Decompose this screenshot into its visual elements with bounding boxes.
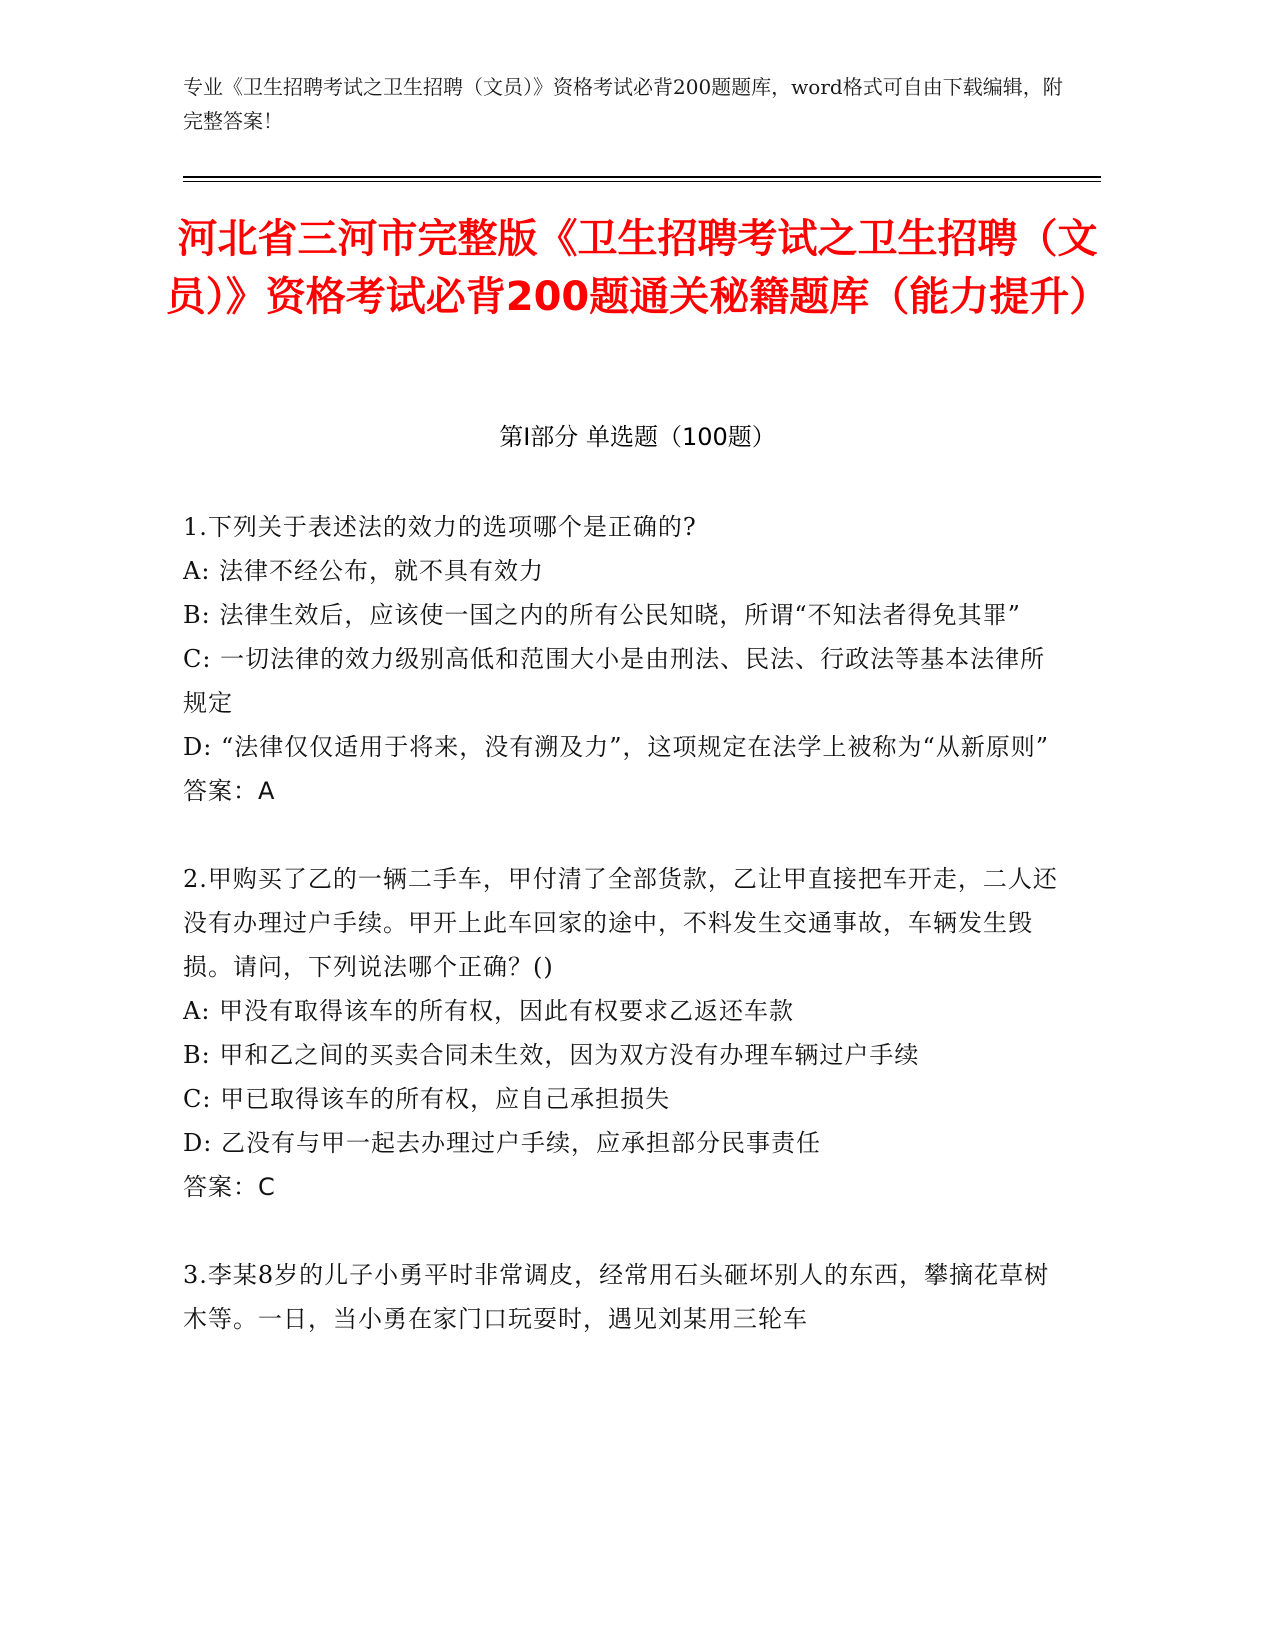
option-c: C: 甲已取得该车的所有权，应自己承担损失 [183, 1085, 671, 1113]
header-divider-thin [183, 181, 1101, 182]
question-3 [183, 1253, 1063, 1341]
question-1 [183, 505, 1063, 813]
option-a: A: 甲没有取得该车的所有权，因此有权要求乙返还车款 [183, 997, 795, 1025]
option-d: D: “法律仅仅适用于将来，没有溯及力”，这项规定在法学上被称为“从新原则” [183, 733, 1050, 761]
question-stem: 1.下列关于表述法的效力的选项哪个是正确的? [183, 513, 697, 541]
answer: 答案：C [183, 1173, 276, 1201]
document-title: 河北省三河市完整版《卫生招聘考试之卫生招聘（文员）》资格考试必背200题通关秘籍题库（能力提升） [165, 216, 1110, 320]
section-title: 第Ⅰ部分 单选题（100题） [499, 423, 776, 451]
header-note: 专业《卫生招聘考试之卫生招聘（文员）》资格考试必背200题题库，word格式可自由下载编辑，附完整答案！ [183, 75, 1063, 133]
option-b: B: 甲和乙之间的买卖合同未生效，因为双方没有办理车辆过户手续 [183, 1041, 920, 1069]
option-b: B: 法律生效后，应该使一国之内的所有公民知晓，所谓“不知法者得免其罪” [183, 601, 1021, 629]
question-2 [183, 857, 1063, 1209]
header-divider [183, 176, 1101, 178]
question-stem: 3.李某8岁的儿子小勇平时非常调皮，经常用石头砸坏别人的东西，攀摘花草树木等。一日，当小勇在家门口玩耍时，遇见刘某用三轮车 [183, 1261, 1050, 1333]
answer: 答案：A [183, 777, 276, 805]
option-a: A: 法律不经公布，就不具有效力 [183, 557, 545, 585]
question-stem: 2.甲购买了乙的一辆二手车，甲付清了全部货款，乙让甲直接把车开走，二人还没有办理过户手续。甲开上此车回家的途中，不料发生交通事故，车辆发生毁损。请问，下列说法哪个正确？() [183, 865, 1058, 981]
question-list [183, 505, 1063, 1385]
option-d: D: 乙没有与甲一起去办理过户手续，应承担部分民事责任 [183, 1129, 821, 1157]
option-c: C: 一切法律的效力级别高低和范围大小是由刑法、民法、行政法等基本法律所规定 [183, 645, 1046, 717]
